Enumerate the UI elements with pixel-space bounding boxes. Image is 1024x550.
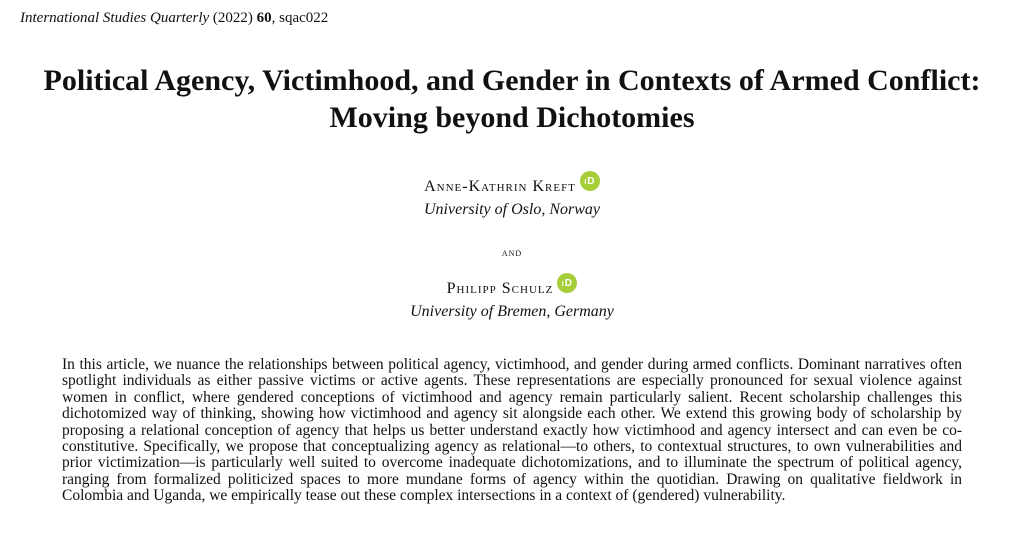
journal-name: International Studies Quarterly [20,10,210,26]
journal-citation: International Studies Quarterly (2022) 60, sqac022 [20,10,329,26]
orcid-icon[interactable]: iD [557,273,577,293]
journal-volume: 60 [256,10,272,26]
paper-title: Political Agency, Victimhood, and Gender in Contexts of Armed Conflict: Moving beyond Dichotomies [43,64,981,134]
journal-year: (2022) [212,10,253,26]
author-1-affiliation: University of Oslo, Norway [424,201,600,218]
author-2 [0,279,1024,321]
author-1 [0,177,1024,219]
author-1-name: Anne-Kathrin Kreft [424,178,576,195]
orcid-icon[interactable]: iD [580,171,600,191]
author-2-affiliation: University of Bremen, Germany [410,303,614,320]
abstract: In this article, we nuance the relationships between political agency, victimhood, and gender during armed conflicts. Dominant narratives often spotlight individuals as either passive victims or active agents. These representations are especially pronounced for sexual violence against women in conflict, where gendered conceptions of victimhood and agency remain particularly salient. Recent scholarship challenges this dichotomized way of thinking, showing how victimhood and agency sit alongside each other. We extend this growing body of scholarship by proposing a relational conception of agency that helps us better understand exactly how victimhood and agency intersect and can even be co-constitutive. Specifically, we propose that conceptualizing agency as relational—to others, to contextual structures, to own vulnerabilities and prior victimization—is particularly well suited to overcome inadequate dichotomizations, and to illuminate the spectrum of political agency, ranging from formalized politicized spaces to more mundane forms of agency within the quotidian. Drawing on qualitative fieldwork in Colombia and Uganda, we empirically tease out these complex intersections in a context of (gendered) vulnerability. [62,356,962,505]
author-conjunction: and [501,245,523,259]
journal-article-id: sqac022 [279,10,329,26]
author-2-name: Philipp Schulz [446,280,554,297]
